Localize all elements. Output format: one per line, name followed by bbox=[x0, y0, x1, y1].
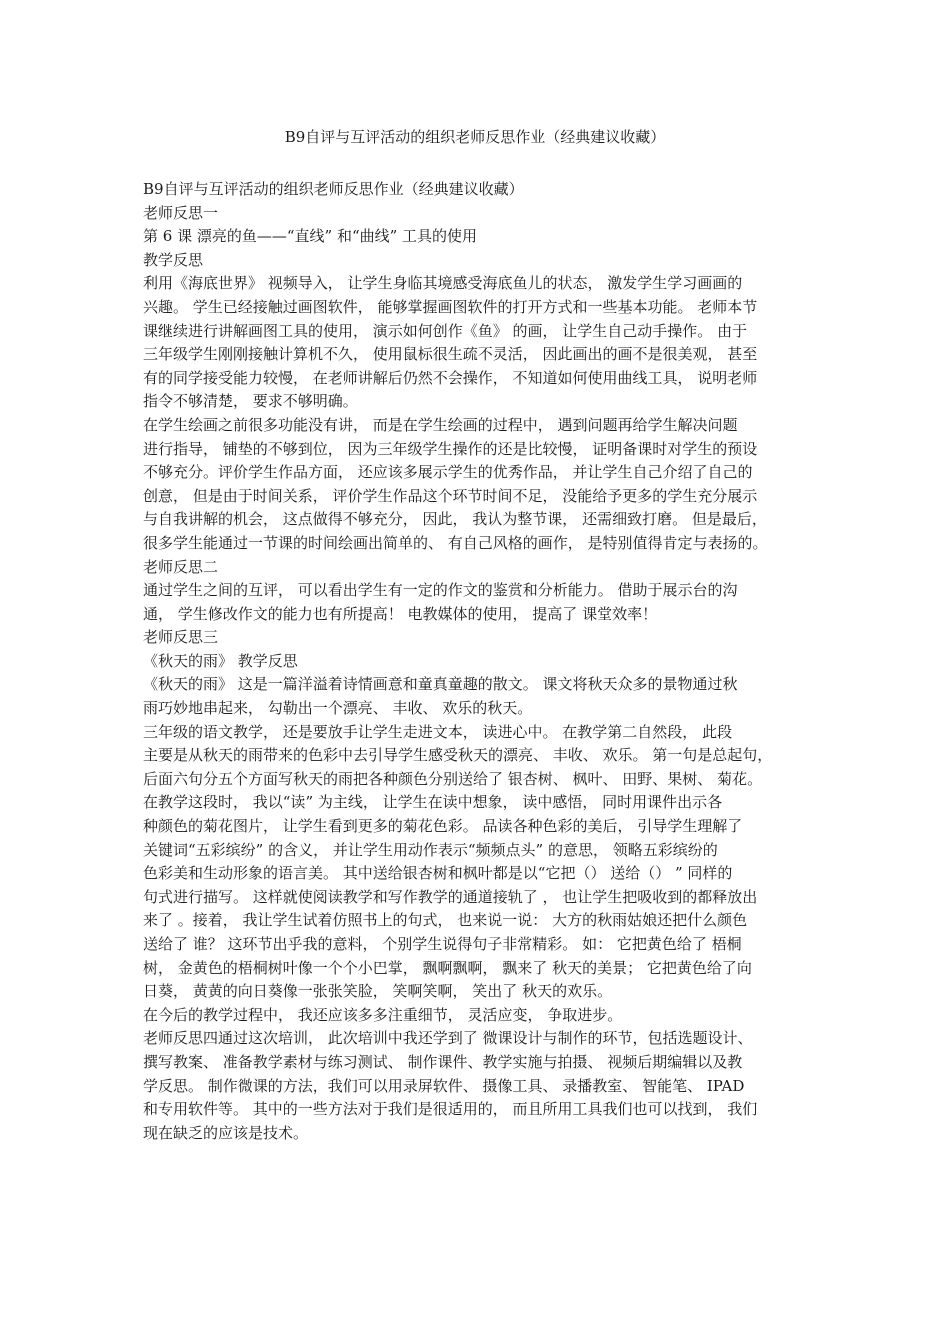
text-line: 教学反思 bbox=[143, 250, 204, 269]
text-line: 和专用软件等。 其中的一些方法对于我们是很适用的， 而且所用工具我们也可以找到， 我们 bbox=[143, 1100, 758, 1119]
text-line: 进行指导， 铺垫的不够到位， 因为三年级学生操作的还是比较慢， 证明备课时对学生的预设 bbox=[143, 439, 758, 458]
text-line: 关键词“五彩缤纷” 的含义， 并让学生用动作表示“频频点头” 的意思， 领略五彩缤纷的 bbox=[143, 840, 718, 859]
text-line: 来了 。接着， 我让学生试着仿照书上的句式， 也来说一说： 大方的秋雨姑娘还把什么颜色 bbox=[143, 911, 748, 930]
text-line: 色彩美和生动形象的语言美。 其中送给银杏树和枫叶都是以“它把（） 送给（） ” 同样的 bbox=[143, 864, 733, 883]
text-line: 三年级学生刚刚接触计算机不久， 使用鼠标很生疏不灵活， 因此画出的画不是很美观， 甚至 bbox=[143, 345, 758, 364]
text-line: 后面六句分五个方面写秋天的雨把各种颜色分别送给了 银杏树、 枫叶、 田野、果树、 菊花。 bbox=[143, 769, 763, 788]
text-line: 种颜色的菊花图片， 让学生看到更多的菊花色彩。 品读各种色彩的美后， 引导学生理解了 bbox=[143, 817, 743, 836]
text-line: 兴趣。 学生已经接触过画图软件， 能够掌握画图软件的打开方式和一些基本功能。 老师本节 bbox=[143, 297, 758, 316]
text-line: 老师反思一 bbox=[143, 203, 219, 222]
text-line: 树， 金黄色的梧桐树叶像一个个小巴掌， 飘啊飘啊， 飘来了 秋天的美景； 它把黄色给了向 bbox=[143, 958, 752, 977]
text-line: B9自评与互评活动的组织老师反思作业（经典建议收藏） bbox=[143, 180, 524, 198]
text-line: 利用《海底世界》 视频导入， 让学生身临其境感受海底鱼儿的状态， 激发学生学习画画的 bbox=[143, 274, 743, 293]
text-line: 三年级的语文教学， 还是要放手让学生走进文本， 读进心中。 在教学第二自然段， 此段 bbox=[143, 722, 733, 741]
text-line: 《秋天的雨》 教学反思 bbox=[143, 651, 298, 670]
text-line: 老师反思二 bbox=[143, 557, 219, 576]
text-line: 老师反思三 bbox=[143, 628, 219, 647]
document-body bbox=[143, 178, 815, 1145]
text-line: 雨巧妙地串起来， 勾勒出一个漂亮、 丰收、 欢乐的秋天。 bbox=[143, 699, 533, 718]
text-line: 创意， 但是由于时间关系， 评价学生作品这个环节时间不足， 没能给予更多的学生充分展示 bbox=[143, 486, 758, 505]
text-line: 课继续进行讲解画图工具的使用， 演示如何创作《鱼》 的画， 让学生自己动手操作。 由于 bbox=[143, 321, 748, 340]
text-line: 撰写教案、 准备教学素材与练习测试、 制作课件、教学实施与拍摄、 视频后期编辑以及教 bbox=[143, 1052, 743, 1071]
text-line: 句式进行描写。 这样就使阅读教学和写作教学的通道接轨了 ， 也让学生把吸收到的都释放出 bbox=[143, 887, 758, 906]
text-line: 现在缺乏的应该是技术。 bbox=[143, 1123, 309, 1142]
text-line: 在今后的教学过程中， 我还应该多多注重细节， 灵活应变， 争取进步。 bbox=[143, 1005, 623, 1024]
text-line: 有的同学接受能力较慢， 在老师讲解后仍然不会操作， 不知道如何使用曲线工具， 说明老师 bbox=[143, 368, 758, 387]
text-line: 在学生绘画之前很多功能没有讲， 而是在学生绘画的过程中， 遇到问题再给学生解决问题 bbox=[143, 415, 738, 434]
text-line: 学反思。 制作微课的方法，我们可以用录屏软件、 摄像工具、 录播教室、 智能笔、 IPAD bbox=[143, 1076, 745, 1095]
document-title: B9自评与互评活动的组织老师反思作业（经典建议收藏） bbox=[284, 128, 666, 146]
text-line: 第 6 课 漂亮的鱼——“直线” 和“曲线” 工具的使用 bbox=[143, 227, 478, 246]
text-line: 不够充分。评价学生作品方面， 还应该多展示学生的优秀作品， 并让学生自己介绍了自己的 bbox=[143, 463, 753, 482]
text-line: 通过学生之间的互评， 可以看出学生有一定的作文的鉴赏和分析能力。 借助于展示台的沟 bbox=[143, 581, 738, 600]
text-line: 在教学这段时， 我以“读” 为主线， 让学生在读中想象， 读中感悟， 同时用课件出示各 bbox=[143, 793, 723, 812]
text-line: 日葵， 黄黄的向日葵像一张张笑脸， 笑啊笑啊， 笑出了 秋天的欢乐。 bbox=[143, 982, 613, 1001]
text-line: 指令不够清楚， 要求不够明确。 bbox=[143, 392, 358, 411]
text-line: 老师反思四通过这次培训， 此次培训中我还学到了 微课设计与制作的环节，包括选题设计、 bbox=[143, 1029, 753, 1048]
text-line: 很多学生能通过一节课的时间绘画出简单的、 有自己风格的画作， 是特别值得肯定与表扬的。 bbox=[143, 533, 768, 552]
text-line: 通， 学生修改作文的能力也有所提高！ 电教媒体的使用， 提高了 课堂效率！ bbox=[143, 604, 658, 623]
text-line: 与自我讲解的机会， 这点做得不够充分， 因此， 我认为整节课， 还需细致打磨。 但是最后， bbox=[143, 510, 767, 529]
text-line: 主要是从秋天的雨带来的色彩中去引导学生感受秋天的漂亮、 丰收、 欢乐。 第一句是总起句， bbox=[143, 746, 773, 765]
text-line: 《秋天的雨》 这是一篇洋溢着诗情画意和童真童趣的散文。 课文将秋天众多的景物通过秋 bbox=[143, 675, 738, 694]
text-line: 送给了 谁？ 这环节出乎我的意料， 个别学生说得句子非常精彩。 如： 它把黄色给了 梧桐 bbox=[143, 935, 742, 953]
